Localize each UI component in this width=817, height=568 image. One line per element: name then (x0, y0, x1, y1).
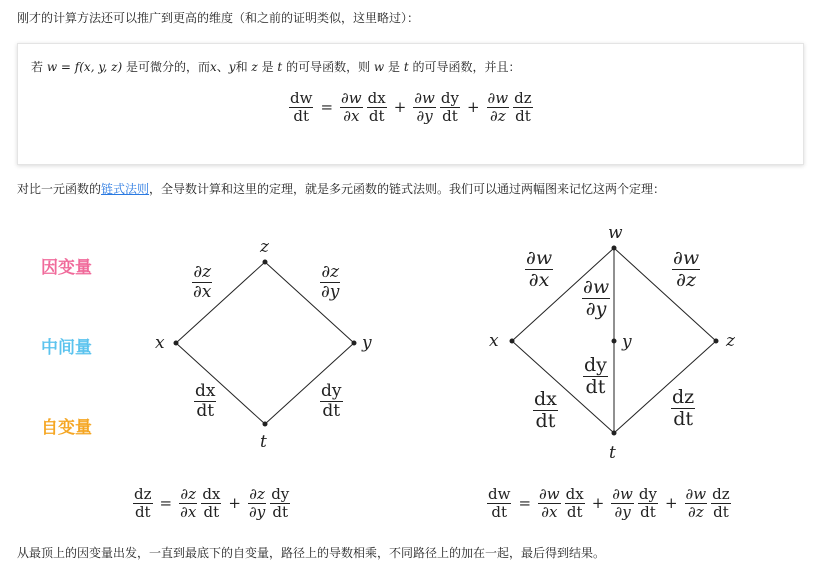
node-z: z (260, 237, 269, 257)
node-dot-w (612, 246, 617, 251)
node-y: y (362, 333, 372, 353)
edge-label-dw-dz: $\frac{\partial w}{\partial z}$ (673, 247, 700, 292)
conclusion-text: 从最顶上的因变量出发，一直到最底下的自变量，路径上的导数相乘，不同路径上的加在一起，最后得到结果。 (17, 546, 606, 560)
edge-label-dx-dt: $\frac{dx}{dt}$ (534, 388, 557, 433)
node-w: w (608, 223, 623, 243)
label-independent-variable: 自变量 (41, 418, 92, 438)
edge-label-dw-dx: $\frac{\partial w}{\partial x}$ (526, 247, 553, 292)
node-x: x (489, 331, 499, 351)
node-dot-x (510, 339, 515, 344)
edge-label-dz-dy: $\frac{\partial z}{\partial y}$ (321, 262, 340, 303)
node-y: y (622, 332, 632, 352)
node-t: t (609, 443, 616, 463)
theorem-statement: 若 w = f(x, y, z) 是可微分的，而x、y和 z 是 t 的可导函数，则 w 是 t 的可导函数，并且： (31, 60, 521, 74)
label-intermediate-variable: 中间量 (41, 338, 92, 358)
node-dot-t (612, 431, 617, 436)
edge-label-dx-dt: $\frac{dx}{dt}$ (195, 381, 216, 422)
node-dot-z (714, 339, 719, 344)
formula-three-variable-chain-rule: $\frac{dw}{dt}$ = $\frac{\partial w}{\partial x}$ $\frac{dx}{dt}$ + $\frac{\partial w}{\partial y}$ $\frac{dy}{dt}$ + $\frac{\partial w}{\partial z}$ $\frac{dz}{dt}$ (488, 485, 730, 521)
node-z: z (726, 331, 735, 351)
edge-label-dw-dy: $\frac{\partial w}{\partial y}$ (583, 276, 610, 321)
edge-label-dz-dt: $\frac{dz}{dt}$ (672, 386, 695, 431)
chain-rule-link[interactable]: 链式法则 (101, 182, 150, 196)
edge-z-t (614, 341, 716, 433)
formula-two-variable-chain-rule: $\frac{dz}{dt}$ = $\frac{\partial z}{\partial x}$ $\frac{dx}{dt}$ + $\frac{\partial z}{\partial y}$ $\frac{dy}{dt}$ (134, 485, 290, 521)
theorem-formula: $\frac{dw}{dt}$ = $\frac{\partial w}{\partial x}$ $\frac{dx}{dt}$ + $\frac{\partial w}{\partial y}$ $\frac{dy}{dt}$ + $\frac{\partial w}{\partial z}$ $\frac{dz}{dt}$ (290, 89, 532, 125)
intro-text: 刚才的计算方法还可以推广到更高的维度（和之前的证明类似，这里略过）： (17, 11, 420, 25)
label-dependent-variable: 因变量 (41, 258, 92, 278)
edge-label-dy-dt: $\frac{dy}{dt}$ (321, 381, 342, 422)
edge-label-dz-dx: $\frac{\partial z}{\partial x}$ (193, 262, 212, 303)
node-t: t (260, 432, 267, 452)
edge-label-dy-dt: $\frac{dy}{dt}$ (584, 354, 607, 399)
node-dot-y (612, 339, 617, 344)
comparison-text: 对比一元函数的链式法则，全导数计算和这里的定理，就是多元函数的链式法则。我们可以通过两幅图来记忆这两个定理： (17, 182, 666, 196)
node-x: x (155, 333, 165, 353)
